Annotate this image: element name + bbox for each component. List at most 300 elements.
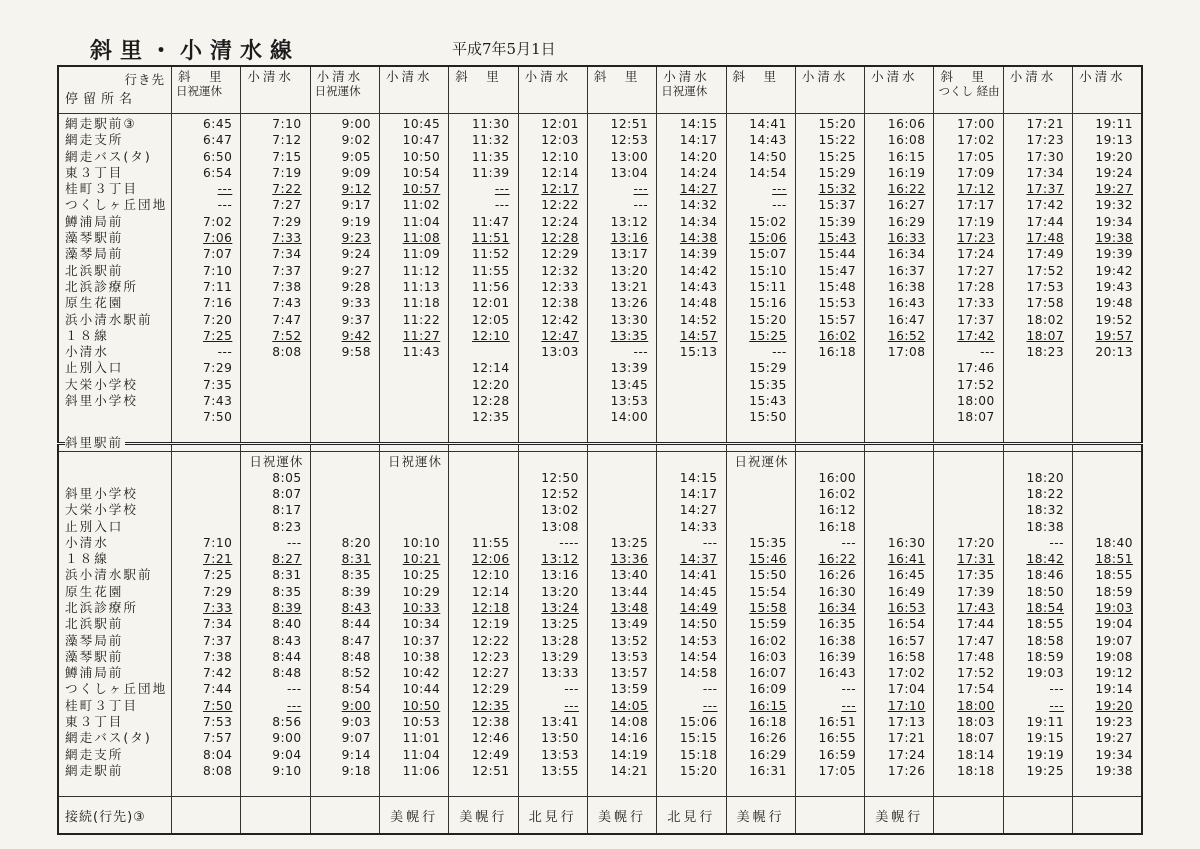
time-cell: 15:13 <box>679 345 718 360</box>
time-cell: 13:04 <box>610 165 649 180</box>
trip-times-column <box>518 114 587 444</box>
trip-destination: 斜 里 <box>178 69 225 84</box>
time-cell: 13:24 <box>541 600 579 615</box>
connection-cell: 美幌行 <box>726 797 795 835</box>
time-cell: 12:33 <box>541 279 579 294</box>
time-cell: 10:21 <box>402 552 441 567</box>
time-cell <box>172 470 232 486</box>
time-cell: 17:53 <box>1026 279 1065 294</box>
time-cell: 17:37 <box>957 312 995 327</box>
time-cell: 7:50 <box>202 410 233 425</box>
time-cell: 18:03 <box>957 715 995 730</box>
time-cell: 14:34 <box>679 214 718 229</box>
time-cell: 7:37 <box>202 633 233 648</box>
outbound-stop-list <box>58 114 172 444</box>
time-cell: 17:42 <box>957 328 995 343</box>
time-cell: 7:52 <box>272 328 302 343</box>
time-cell: 14:58 <box>679 666 718 681</box>
trip-header <box>726 66 795 114</box>
time-cell: 9:19 <box>341 214 371 229</box>
separator-cell <box>518 443 587 451</box>
time-cell: 10:57 <box>402 182 441 197</box>
time-cell <box>241 409 301 425</box>
time-cell: 16:41 <box>887 552 926 567</box>
time-cell <box>241 393 301 409</box>
time-cell: 17:35 <box>957 568 995 583</box>
time-cell <box>1004 360 1064 376</box>
time-cell <box>657 360 717 376</box>
time-cell: 13:50 <box>541 731 579 746</box>
service-note: 日祝運休 <box>734 453 789 469</box>
time-cell: 14:21 <box>610 763 649 778</box>
time-cell: 9:07 <box>341 731 371 746</box>
time-cell: 11:12 <box>402 263 441 278</box>
time-cell: 16:47 <box>887 312 926 327</box>
time-cell: 15:07 <box>749 247 787 262</box>
trip-destination: 小清水 <box>663 69 710 84</box>
time-cell: 17:44 <box>1026 214 1065 229</box>
stop-name: 網走支所 <box>65 746 124 762</box>
time-cell: 9:17 <box>341 198 371 213</box>
time-cell: 15:02 <box>749 214 787 229</box>
time-cell <box>380 377 440 393</box>
stop-name: 止別入口 <box>65 518 124 534</box>
stop-name: つくしヶ丘団地 <box>65 681 168 697</box>
connection-cell <box>795 797 864 835</box>
stop-name: 網走駅前③ <box>65 116 137 131</box>
time-cell: 17:28 <box>957 279 995 294</box>
time-cell <box>311 486 371 502</box>
time-cell <box>241 360 301 376</box>
time-cell: 14:15 <box>679 117 718 131</box>
time-cell: 16:27 <box>887 198 926 213</box>
time-cell: 18:42 <box>1026 552 1065 567</box>
time-cell <box>865 393 925 409</box>
connection-cell <box>1073 797 1142 835</box>
time-cell: 11:27 <box>402 328 441 343</box>
time-cell: 12:27 <box>471 666 510 681</box>
time-cell: 7:43 <box>272 296 302 311</box>
time-cell: 19:52 <box>1095 312 1133 327</box>
time-cell: 18:51 <box>1095 552 1133 567</box>
time-cell: 15:20 <box>818 117 857 131</box>
time-cell: 8:20 <box>341 535 371 550</box>
time-cell: 15:43 <box>818 231 857 246</box>
trip-destination: 小清水 <box>1009 69 1057 84</box>
time-cell: 7:25 <box>202 568 233 583</box>
trip-header <box>657 66 726 114</box>
time-cell: 7:33 <box>202 600 233 615</box>
stop-name: 藻琴局前 <box>65 246 124 262</box>
time-cell: 18:40 <box>1095 535 1133 550</box>
time-cell: 16:29 <box>887 214 926 229</box>
time-cell: 18:50 <box>1026 584 1065 599</box>
time-cell: 9:24 <box>341 247 371 262</box>
time-cell: --- <box>217 345 233 360</box>
time-cell: 16:59 <box>818 747 857 762</box>
time-cell <box>588 486 648 502</box>
time-cell: 8:04 <box>202 747 233 762</box>
time-cell: 19:04 <box>1095 617 1133 632</box>
time-cell: 7:37 <box>272 263 302 278</box>
connection-cell: 美幌行 <box>379 797 448 835</box>
time-cell: 15:29 <box>749 361 787 376</box>
connection-cell: 美幌行 <box>587 797 656 835</box>
time-cell: 8:23 <box>272 519 302 534</box>
time-cell: 19:25 <box>1026 763 1065 778</box>
trip-destination: 斜 里 <box>732 69 780 84</box>
time-cell: --- <box>217 198 233 213</box>
trip-times-column <box>310 451 379 796</box>
time-cell: 19:20 <box>1095 698 1133 713</box>
time-cell <box>311 377 371 393</box>
separator-label: 斜里駅前 <box>65 434 124 450</box>
time-cell: 15:25 <box>749 328 787 343</box>
time-cell: 19:14 <box>1095 682 1133 697</box>
trip-times-column <box>1073 114 1142 444</box>
connection-cell: 北見行 <box>657 797 726 835</box>
time-cell: 14:00 <box>610 410 649 425</box>
time-cell <box>311 393 371 409</box>
time-cell <box>241 377 301 393</box>
time-cell <box>449 519 509 535</box>
trip-header <box>310 66 379 114</box>
corner-destination-label: 行き先 <box>124 72 166 87</box>
time-cell: 10:37 <box>402 633 441 648</box>
trip-times-column <box>934 114 1003 444</box>
time-cell: --- <box>841 535 857 550</box>
time-cell <box>449 502 509 518</box>
trip-note: 日祝運休 <box>661 84 708 98</box>
time-cell: 8:35 <box>272 584 302 599</box>
time-cell: 14:33 <box>679 519 718 534</box>
time-cell: 16:30 <box>887 535 926 550</box>
stop-name: 網走支所 <box>65 132 124 148</box>
time-cell: 13:25 <box>610 535 649 550</box>
separator-cell <box>1003 443 1072 451</box>
stop-name: 斜里小学校 <box>65 485 138 501</box>
section-separator <box>58 443 1142 451</box>
time-cell: 16:03 <box>749 649 787 664</box>
time-cell: --- <box>772 198 787 213</box>
time-cell: 16:35 <box>818 617 857 632</box>
time-cell: 11:18 <box>402 296 441 311</box>
time-cell: --- <box>633 182 649 197</box>
time-cell: 19:03 <box>1095 600 1133 615</box>
time-cell: 13:45 <box>610 377 649 392</box>
time-cell: 15:43 <box>749 394 787 409</box>
time-cell: 7:38 <box>202 649 233 664</box>
time-cell: 12:18 <box>471 600 510 615</box>
time-cell: 7:29 <box>272 214 302 229</box>
stop-name: 網走駅前 <box>65 762 124 778</box>
time-cell: 7:22 <box>272 182 302 197</box>
time-cell <box>449 344 509 360</box>
time-cell: 19:27 <box>1095 731 1133 746</box>
time-cell: 18:00 <box>957 698 995 713</box>
time-cell: 16:15 <box>887 149 926 164</box>
separator-cell <box>241 443 310 451</box>
time-cell: 16:02 <box>749 633 787 648</box>
time-cell: 12:29 <box>471 682 510 697</box>
trip-times-column <box>310 114 379 444</box>
time-cell: 16:57 <box>887 633 926 648</box>
time-cell: 11:01 <box>402 731 441 746</box>
time-cell: 7:10 <box>202 535 233 550</box>
time-cell <box>380 486 440 502</box>
stop-name: 鱒浦局前 <box>65 213 124 229</box>
time-cell: 17:20 <box>957 535 995 550</box>
time-cell: 19:08 <box>1095 649 1133 664</box>
time-cell: 15:06 <box>679 715 718 730</box>
time-cell: 17:46 <box>957 361 995 376</box>
connection-label: 接続(行先)③ <box>58 797 172 835</box>
connection-cell: 北見行 <box>518 797 587 835</box>
time-cell: 17:24 <box>887 747 926 762</box>
time-cell: 7:27 <box>272 198 302 213</box>
connection-cell: 美幌行 <box>449 797 518 835</box>
time-cell: 13:29 <box>541 649 579 664</box>
time-cell: 17:09 <box>957 165 995 180</box>
time-cell: 15:57 <box>818 312 857 327</box>
time-cell: 8:08 <box>272 345 302 360</box>
time-cell: 19:48 <box>1095 296 1133 311</box>
time-cell: 8:52 <box>341 666 371 681</box>
time-cell: --- <box>702 682 718 697</box>
time-cell: 11:08 <box>402 231 441 246</box>
time-cell: 10:38 <box>402 649 441 664</box>
stop-name: 北浜診療所 <box>65 599 138 615</box>
time-cell: 12:10 <box>541 149 579 164</box>
time-cell: 9:10 <box>272 763 302 778</box>
time-cell <box>1073 486 1133 502</box>
time-cell: 8:43 <box>341 600 371 615</box>
time-cell: 10:10 <box>402 535 441 550</box>
time-cell: 8:31 <box>272 568 302 583</box>
time-cell: 11:52 <box>471 247 510 262</box>
time-cell: 16:18 <box>749 715 787 730</box>
time-cell: 15:20 <box>679 763 718 778</box>
time-cell <box>934 519 994 535</box>
time-cell: 14:50 <box>749 149 787 164</box>
time-cell: 7:20 <box>202 312 233 327</box>
time-cell: 12:10 <box>471 328 510 343</box>
time-cell: 13:53 <box>610 394 649 409</box>
stop-name: 止別入口 <box>65 360 124 376</box>
trip-header <box>795 66 864 114</box>
time-cell: 15:20 <box>749 312 787 327</box>
time-cell: 12:49 <box>471 747 510 762</box>
time-cell: 8:48 <box>272 666 302 681</box>
time-cell: 13:39 <box>610 361 649 376</box>
trip-header <box>1003 66 1072 114</box>
time-cell: --- <box>980 345 995 360</box>
stop-name: 桂町３丁目 <box>65 697 138 713</box>
time-cell: 11:04 <box>402 214 441 229</box>
time-cell: 12:23 <box>471 649 510 664</box>
separator-cell <box>1073 443 1142 451</box>
time-cell: 18:02 <box>1026 312 1065 327</box>
trip-times-column <box>587 114 656 444</box>
time-cell: 16:26 <box>749 731 787 746</box>
time-cell: 14:48 <box>679 296 718 311</box>
time-cell <box>1073 409 1133 425</box>
time-cell <box>865 377 925 393</box>
time-cell: 17:23 <box>1026 133 1065 148</box>
trip-times-column <box>172 451 241 796</box>
time-cell: 16:49 <box>887 584 926 599</box>
time-cell: 19:19 <box>1026 747 1065 762</box>
time-cell: 17:43 <box>957 600 995 615</box>
time-cell: 6:45 <box>202 117 233 131</box>
time-cell: 7:29 <box>202 361 233 376</box>
separator-cell <box>379 443 448 451</box>
outbound-section <box>58 114 1142 444</box>
time-cell: 17:49 <box>1026 247 1065 262</box>
time-cell: 7:29 <box>202 584 233 599</box>
trip-header <box>172 66 241 114</box>
time-cell: 12:06 <box>471 552 510 567</box>
time-cell: 16:45 <box>887 568 926 583</box>
time-cell <box>1073 519 1133 535</box>
time-cell: 13:21 <box>610 279 649 294</box>
time-cell: 8:35 <box>341 568 371 583</box>
time-cell: 15:22 <box>818 133 857 148</box>
time-cell: 8:44 <box>341 617 371 632</box>
trip-destination: 小清水 <box>247 69 294 84</box>
time-cell: 9:14 <box>341 747 371 762</box>
trip-times-column <box>726 114 795 444</box>
time-cell: 16:26 <box>818 568 857 583</box>
time-cell: 13:53 <box>610 649 649 664</box>
time-cell: --- <box>841 682 857 697</box>
time-cell: 14:17 <box>679 133 718 148</box>
time-cell: 17:52 <box>1026 263 1065 278</box>
time-cell: 13:12 <box>610 214 649 229</box>
time-cell: --- <box>494 182 510 197</box>
time-cell: 11:13 <box>402 279 441 294</box>
time-cell: 13:12 <box>541 552 579 567</box>
time-cell: --- <box>633 198 649 213</box>
time-cell: 7:50 <box>202 698 233 713</box>
trip-times-column <box>795 114 864 444</box>
stop-name: 小清水 <box>65 534 109 550</box>
time-cell: 8:56 <box>272 715 302 730</box>
time-cell: 8:40 <box>272 617 302 632</box>
time-cell: 19:42 <box>1095 263 1133 278</box>
time-cell: 16:31 <box>749 763 787 778</box>
time-cell: 17:08 <box>887 345 926 360</box>
time-cell: 12:35 <box>471 698 510 713</box>
time-cell: 13:16 <box>610 231 649 246</box>
time-cell: 13:52 <box>610 633 649 648</box>
separator-cell <box>795 443 864 451</box>
time-cell: 14:41 <box>749 117 787 131</box>
time-cell: 16:22 <box>818 552 857 567</box>
time-cell: 15:29 <box>818 165 857 180</box>
time-cell: 12:17 <box>541 182 579 197</box>
stop-name: 網走バス(タ) <box>65 730 152 746</box>
time-cell <box>1073 377 1133 393</box>
stop-name: 網走バス(タ) <box>65 148 152 164</box>
time-cell <box>1004 377 1064 393</box>
time-cell: --- <box>772 345 787 360</box>
time-cell: 13:36 <box>610 552 649 567</box>
stop-name <box>65 470 167 486</box>
time-cell <box>865 502 925 518</box>
time-cell: 14:57 <box>679 328 718 343</box>
trip-header <box>587 66 656 114</box>
time-cell <box>311 409 371 425</box>
time-cell: 9:58 <box>341 345 371 360</box>
time-cell: 15:16 <box>749 296 787 311</box>
time-cell: 13:35 <box>610 328 649 343</box>
time-cell: 7:34 <box>202 617 233 632</box>
time-cell: 11:06 <box>402 763 441 778</box>
time-cell: 19:11 <box>1095 117 1133 131</box>
time-cell <box>588 502 648 518</box>
time-cell: 18:07 <box>957 410 995 425</box>
time-cell: --- <box>217 182 233 197</box>
time-cell: 14:08 <box>610 715 649 730</box>
time-cell: 17:21 <box>1026 117 1065 131</box>
trip-header <box>449 66 518 114</box>
trip-times-column <box>241 114 310 444</box>
time-cell: 7:06 <box>202 231 233 246</box>
time-cell: 10:50 <box>402 149 441 164</box>
time-cell: 6:47 <box>202 133 233 148</box>
time-cell <box>1004 409 1064 425</box>
time-cell: 19:38 <box>1095 231 1133 246</box>
time-cell: 13:53 <box>541 747 579 762</box>
time-cell: 15:06 <box>749 231 787 246</box>
time-cell <box>519 377 579 393</box>
time-cell: 17:52 <box>957 666 995 681</box>
time-cell <box>796 393 856 409</box>
stop-name: 浜小清水駅前 <box>65 311 153 327</box>
time-cell: 8:07 <box>272 486 302 501</box>
time-cell: 12:29 <box>541 247 579 262</box>
time-cell <box>519 409 579 425</box>
trip-times-column <box>172 114 241 444</box>
time-cell: 16:38 <box>887 279 926 294</box>
time-cell <box>934 486 994 502</box>
time-cell <box>588 470 648 486</box>
trip-times-column <box>657 451 726 796</box>
time-cell: 11:04 <box>402 747 441 762</box>
time-cell: 19:03 <box>1026 666 1065 681</box>
trip-note: 日祝運休 <box>314 84 361 98</box>
time-cell: 12:05 <box>471 312 510 327</box>
time-cell: 13:44 <box>610 584 649 599</box>
time-cell: 7:07 <box>202 247 233 262</box>
time-cell: 15:37 <box>818 198 857 213</box>
time-cell: 18:38 <box>1026 519 1065 534</box>
time-cell: 15:54 <box>749 584 787 599</box>
time-cell: 17:58 <box>1026 296 1065 311</box>
time-cell: 9:18 <box>341 763 371 778</box>
time-cell: 10:42 <box>402 666 441 681</box>
connection-cell <box>241 797 310 835</box>
time-cell: 15:11 <box>749 279 787 294</box>
time-cell: 14:53 <box>679 633 718 648</box>
time-cell: 18:46 <box>1026 568 1065 583</box>
time-cell: 13:20 <box>610 263 649 278</box>
trip-destination: 小清水 <box>316 69 364 84</box>
time-cell: 12:01 <box>541 117 579 131</box>
connection-cell: 美幌行 <box>865 797 934 835</box>
time-cell: 7:35 <box>202 377 233 392</box>
